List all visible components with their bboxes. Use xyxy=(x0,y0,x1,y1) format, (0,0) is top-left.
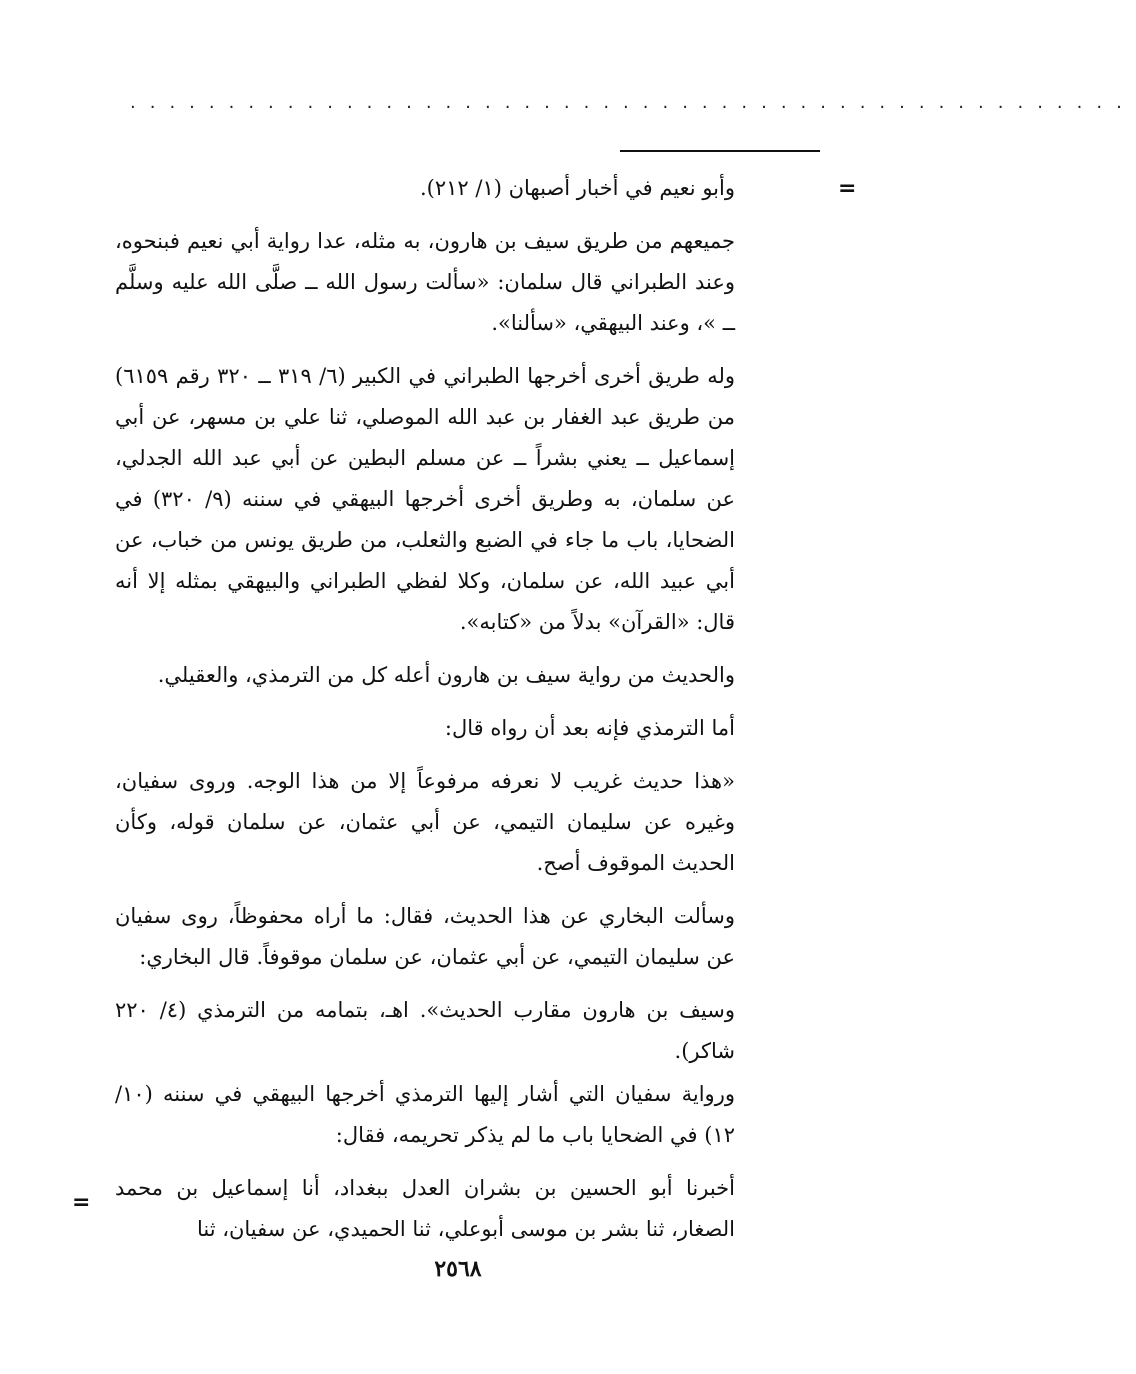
paragraph-5: أما الترمذي فإنه بعد أن رواه قال: xyxy=(444,716,735,740)
continuation-mark-top: = xyxy=(838,176,857,201)
paragraph-1: وأبو نعيم في أخبار أصبهان (١/ ٢١٢). xyxy=(419,176,735,200)
paragraph-6: «هذا حديث غريب لا نعرفه مرفوعاً إلا من هذا الوجه. وروى سفيان، وغيره عن سليمان التيمي، عن أبي عثمان، عن سلمان قوله، وكأن الحديث الموقوف أصح. xyxy=(115,769,735,875)
continuation-mark-bottom: = xyxy=(72,1190,91,1215)
paragraph-2: جميعهم من طريق سيف بن هارون، به مثله، عدا رواية أبي نعيم فبنحوه، وعند الطبراني قال سلمان: «سألت رسول الله ــ صلَّى الله عليه وسلَّم ــ »، وعند البيهقي، «سألنا». xyxy=(115,229,735,335)
header-dotted-line: ................................................... xyxy=(130,92,1136,113)
paragraph-4: والحديث من رواية سيف بن هارون أعله كل من الترمذي، والعقيلي. xyxy=(157,663,735,687)
paragraph-8: وسيف بن هارون مقارب الحديث». اهـ، بتمامه من الترمذي (٤/ ٢٢٠ شاكر). xyxy=(115,998,735,1063)
paragraph-7: وسألت البخاري عن هذا الحديث، فقال: ما أراه محفوظاً، روى سفيان عن سليمان التيمي، عن أبي عثمان، عن سلمان موقوفاً. قال البخاري: xyxy=(115,904,735,969)
footnote-text-block xyxy=(115,168,735,1262)
page-number: ٢٥٦٨ xyxy=(434,1256,482,1282)
footnote-separator-rule xyxy=(620,150,820,152)
paragraph-9: ورواية سفيان التي أشار إليها الترمذي أخرجها البيهقي في سننه (١٠/ ١٢) في الضحايا باب ما لم يذكر تحريمه، فقال: xyxy=(115,1082,735,1147)
paragraph-3: وله طريق أخرى أخرجها الطبراني في الكبير (٦/ ٣١٩ ــ ٣٢٠ رقم ٦١٥٩) من طريق عبد الغفار بن عبد الله الموصلي، ثنا علي بن مسهر، عن أبي إسماعيل ــ يعني بشراً ــ عن مسلم البطين عن أبي عبد الله الجدلي، عن سلمان، به وطريق أخرى أخرجها البيهقي في سننه (٩/ ٣٢٠) في الضحايا، باب ما جاء في الضبع والثعلب، من طريق يونس من خباب، عن أبي عبيد الله، عن سلمان، وكلا لفظي الطبراني والبيهقي بمثله إلا أنه قال: «القرآن» بدلاً من «كتابه». xyxy=(115,364,735,634)
paragraph-10: أخبرنا أبو الحسين بن بشران العدل ببغداد، أنا إسماعيل بن محمد الصغار، ثنا بشر بن موسى أبوعلي، ثنا الحميدي، عن سفيان، ثنا xyxy=(115,1176,735,1241)
